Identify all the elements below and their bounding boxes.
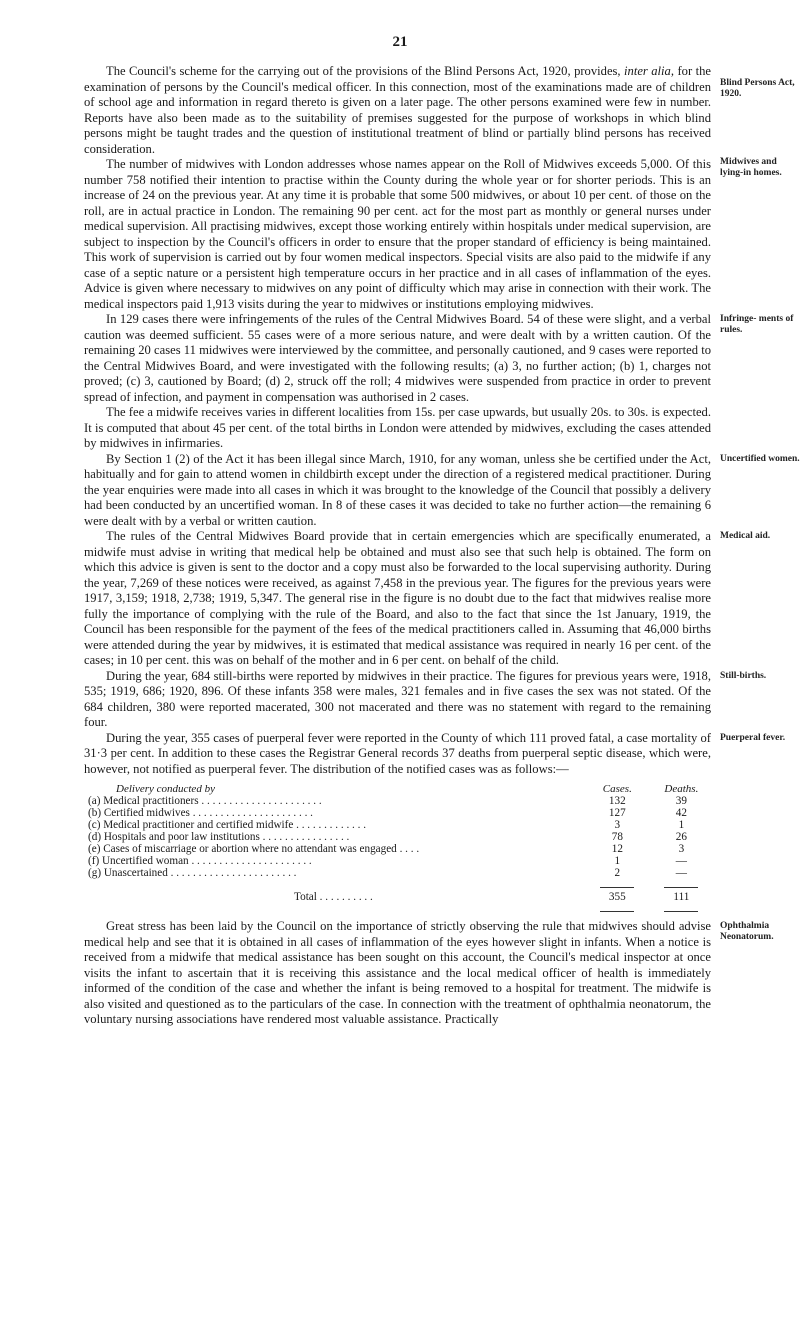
- paragraph-text: Great stress has been laid by the Council on the importance of strictly observing the rule that midwives should advise medical help and see that it is obtained in all cases of inflammation of the eyes however slight in infants. When a notice is received from a midwife that medical assistance has been sought on this account, the Council's medical inspector at once visits the infant to ascertain that it is receiving this assistance and the local medical officer of health is immediately informed of the condition of the case and whether the infant is being removed to a hospital for treatment. The midwife is also visited and questioned as to the particulars of the case. In connection with the treatment of ophthalmia neonatorum, the voluntary nursing associations have rendered most valuable assistance. Practically: [84, 919, 711, 1026]
- table-row: [84, 867, 711, 879]
- row-label: (b) Certified midwives . . . . . . . . . . . . . . . . . . . . . .: [88, 807, 313, 819]
- row-cases: 127: [608, 807, 626, 819]
- page-number: 21: [392, 34, 408, 50]
- table-row: [84, 795, 711, 807]
- page-body: [84, 64, 800, 1028]
- side-note-puerperal-fever: Puerperal fever.: [720, 732, 786, 743]
- total-cases: 355: [608, 891, 626, 903]
- paragraph-midwives: [84, 157, 782, 312]
- paragraph-text: During the year, 684 still-births were reported by midwives in their practice. The figures for previous years were, 1918, 535; 1919, 686; 1920, 896. Of these infants 358 were males, 321 females and in five cases the sex was not stated. Of the 684 children, 380 were reported macerated, 300 not macerated and there was no statement with regard to the remaining four.: [84, 668, 711, 729]
- row-label: (f) Uncertified woman . . . . . . . . . . . . . . . . . . . . . .: [88, 855, 312, 867]
- row-deaths: 1: [678, 819, 685, 831]
- paragraph-text: The Council's scheme for the carrying out of the provisions of the Blind Persons Act, 1920, provides,: [106, 64, 625, 78]
- row-label: (d) Hospitals and poor law institutions . . . . . . . . . . . . . . . .: [88, 831, 350, 843]
- table-row: [84, 843, 711, 855]
- paragraph-uncertified: [84, 451, 800, 530]
- header-deaths: Deaths.: [664, 783, 699, 795]
- row-cases: 1: [614, 855, 621, 867]
- row-deaths: 26: [675, 831, 687, 843]
- paragraph-text: In 129 cases there were infringements of the rules of the Central Midwives Board. 54 of these were slight, and a verbal caution was deemed sufficient. 55 cases were of a more serious nature, and were dealt with by a written caution. Of the remaining 20 cases 11 midwives were interviewed by the committee, and personally cautioned, and 9 cases were reported to the Central Midwives Board, and were investigated with the following results; (a) 3, no further action; (b) 1, charges not proved; (c) 3, cautioned by Board; (d) 2, struck off the roll; 4 midwives were suspended from practice in order to prevent spread of infection, and payment in compensation was authorised in 2 cases.: [84, 312, 711, 404]
- side-note-medical-aid: Medical aid.: [720, 531, 771, 541]
- row-label: (c) Medical practitioner and certified midwife . . . . . . . . . . . . .: [88, 819, 367, 831]
- row-deaths: —: [675, 855, 687, 867]
- row-cases: 3: [614, 819, 621, 831]
- paragraph-text: The fee a midwife receives varies in different localities from 15s. per case upwards, but usually 20s. to 30s. is expected. It is computed that about 45 per cent. of the total births in London were attended by midwives, excluding the cases attended by midwives in infirmaries.: [84, 405, 711, 450]
- row-label: (e) Cases of miscarriage or abortion where no attendant was engaged . . . .: [88, 843, 420, 855]
- paragraph-puerperal-fever: [84, 730, 786, 778]
- side-note-midwives: Midwives and lying-in homes.: [720, 157, 782, 178]
- distribution-table: [84, 783, 711, 915]
- row-cases: 2: [614, 867, 621, 879]
- row-deaths: 42: [675, 807, 687, 819]
- side-note-still-births: Still-births.: [720, 670, 767, 681]
- side-note-uncertified: Uncertified women.: [720, 453, 800, 464]
- side-note-infringements: Infringe- ments of rules.: [720, 314, 794, 335]
- paragraph-text: The number of midwives with London addresses whose names appear on the Roll of Midwives exceeds 5,000. Of this number 758 notified their intention to practise within the County during the whole year or for shorter periods. This is an increase of 24 on the previous year. At any time it is probable that some 500 midwives, or about 10 per cent. of those on the roll, are in actual practice in London. The remaining 90 per cent. act for the most part as monthly or general nurses under medical supervision. All practising midwives, except those working entirely within hospitals under medical supervision, are subject to inspection by the Council's officers in order to ensure that the proper standard of efficiency is being maintained. This work of supervision is carried out by four women medical inspectors. Special visits are also paid to the midwife if any case of a septic nature or a persistent high temperature occurs in her practice and in all cases of inflammation of the eyes. Advice is given where necessary to midwives on any point of difficulty which may arise in connection with their work. The medical inspectors paid 1,913 visits during the year to midwives or institutions employing midwives.: [84, 157, 711, 311]
- side-note-ophthalmia: Ophthalmia Neonatorum.: [720, 921, 774, 942]
- table-total-row: [84, 891, 711, 903]
- cases-rule-divider: [600, 887, 634, 888]
- paragraph-text: for the examination of persons by the Council's medical officer. In this connection, most of the examinations made are of children of school age and information in regard thereto is given on a later page. The other persons examined were few in number. Reports have also been made as to the suitability of premises suggested for the purpose of workshops in which blind persons might be taught trades and the question of institutional treatment of blind or partially blind persons has received consideration.: [84, 64, 711, 156]
- table-row: [84, 819, 711, 831]
- row-label: (g) Unascertained . . . . . . . . . . . . . . . . . . . . . . .: [88, 867, 297, 879]
- paragraph-medical-aid: [84, 529, 771, 669]
- paragraph-midwife-fee: [84, 405, 711, 452]
- cases-rule-divider: [600, 911, 634, 912]
- row-deaths: 3: [678, 843, 685, 855]
- total-label: Total . . . . . . . . . .: [294, 891, 373, 903]
- paragraph-still-births: [84, 668, 767, 731]
- paragraph-infringements: [84, 312, 794, 405]
- paragraph-ophthalmia: [84, 919, 774, 1028]
- row-cases: 132: [608, 795, 626, 807]
- paragraph-text: During the year, 355 cases of puerperal fever were reported in the County of which 111 proved fatal, a case mortality of 31·3 per cent. In addition to these cases the Registrar General records 37 deaths from puerperal septic disease, which were, however, not notified as puerperal fever. The distribution of the notified cases was as follows:—: [84, 730, 711, 776]
- deaths-rule-divider: [664, 911, 698, 912]
- header-delivery: Delivery conducted by: [116, 783, 215, 795]
- table-row: [84, 807, 711, 819]
- paragraph-text: The rules of the Central Midwives Board provide that in certain emergencies which are specifically enumerated, a midwife must advise in writing that medical help be obtained and must also see that such help is obtained. The form on which this advice is given is sent to the doctor and a copy must also be forwarded to the local supervising authority. During the year, 7,269 of these notices were received, as against 7,458 in the previous year. The figures for the previous years were 1917, 3,159; 1918, 2,738; 1919, 5,347. The general rise in the figure is no doubt due to the fact that midwives realise more fully the importance of complying with the rule of the Board, and also to the fact that since the 1st January, 1919, the Council has been responsible for the payment of the fees of the medical practitioners called in. Assuming that 46,000 births were attended during the year by midwives, it is estimated that medical assistance was required in nearly 16 per cent. of the cases; in 10 per cent. this was on behalf of the mother and in 6 per cent. on behalf of the child.: [84, 529, 711, 667]
- deaths-rule-divider: [664, 887, 698, 888]
- total-deaths: 111: [673, 891, 690, 903]
- side-note-blind-persons: Blind Persons Act, 1920.: [720, 78, 795, 99]
- table-rule-row: [84, 879, 711, 891]
- table-rule-row: [84, 903, 711, 915]
- row-deaths: 39: [675, 795, 687, 807]
- table-header-row: [84, 783, 711, 795]
- row-label: (a) Medical practitioners . . . . . . . . . . . . . . . . . . . . . .: [88, 795, 322, 807]
- table-row: [84, 831, 711, 843]
- puerperal-distribution-table: [84, 783, 711, 915]
- row-deaths: —: [675, 867, 687, 879]
- row-cases: 78: [611, 831, 623, 843]
- paragraph-blind-persons: [84, 64, 795, 157]
- header-cases: Cases.: [602, 783, 632, 795]
- table-row: [84, 855, 711, 867]
- paragraph-text: By Section 1 (2) of the Act it has been illegal since March, 1910, for any woman, unless she be certified under the Act, habitually and for gain to attend women in childbirth except under the direction of a registered medical practitioner. During the year enquiries were made into all cases in which it was brought to the knowledge of the Council that possibly a delivery had been conducted by an uncertified woman. In 8 of these cases it was decided to take no further action—the remaining 6 were dealt with by a verbal or written caution.: [84, 451, 711, 528]
- paragraph-italic-text: inter alia,: [624, 64, 675, 78]
- row-cases: 12: [611, 843, 623, 855]
